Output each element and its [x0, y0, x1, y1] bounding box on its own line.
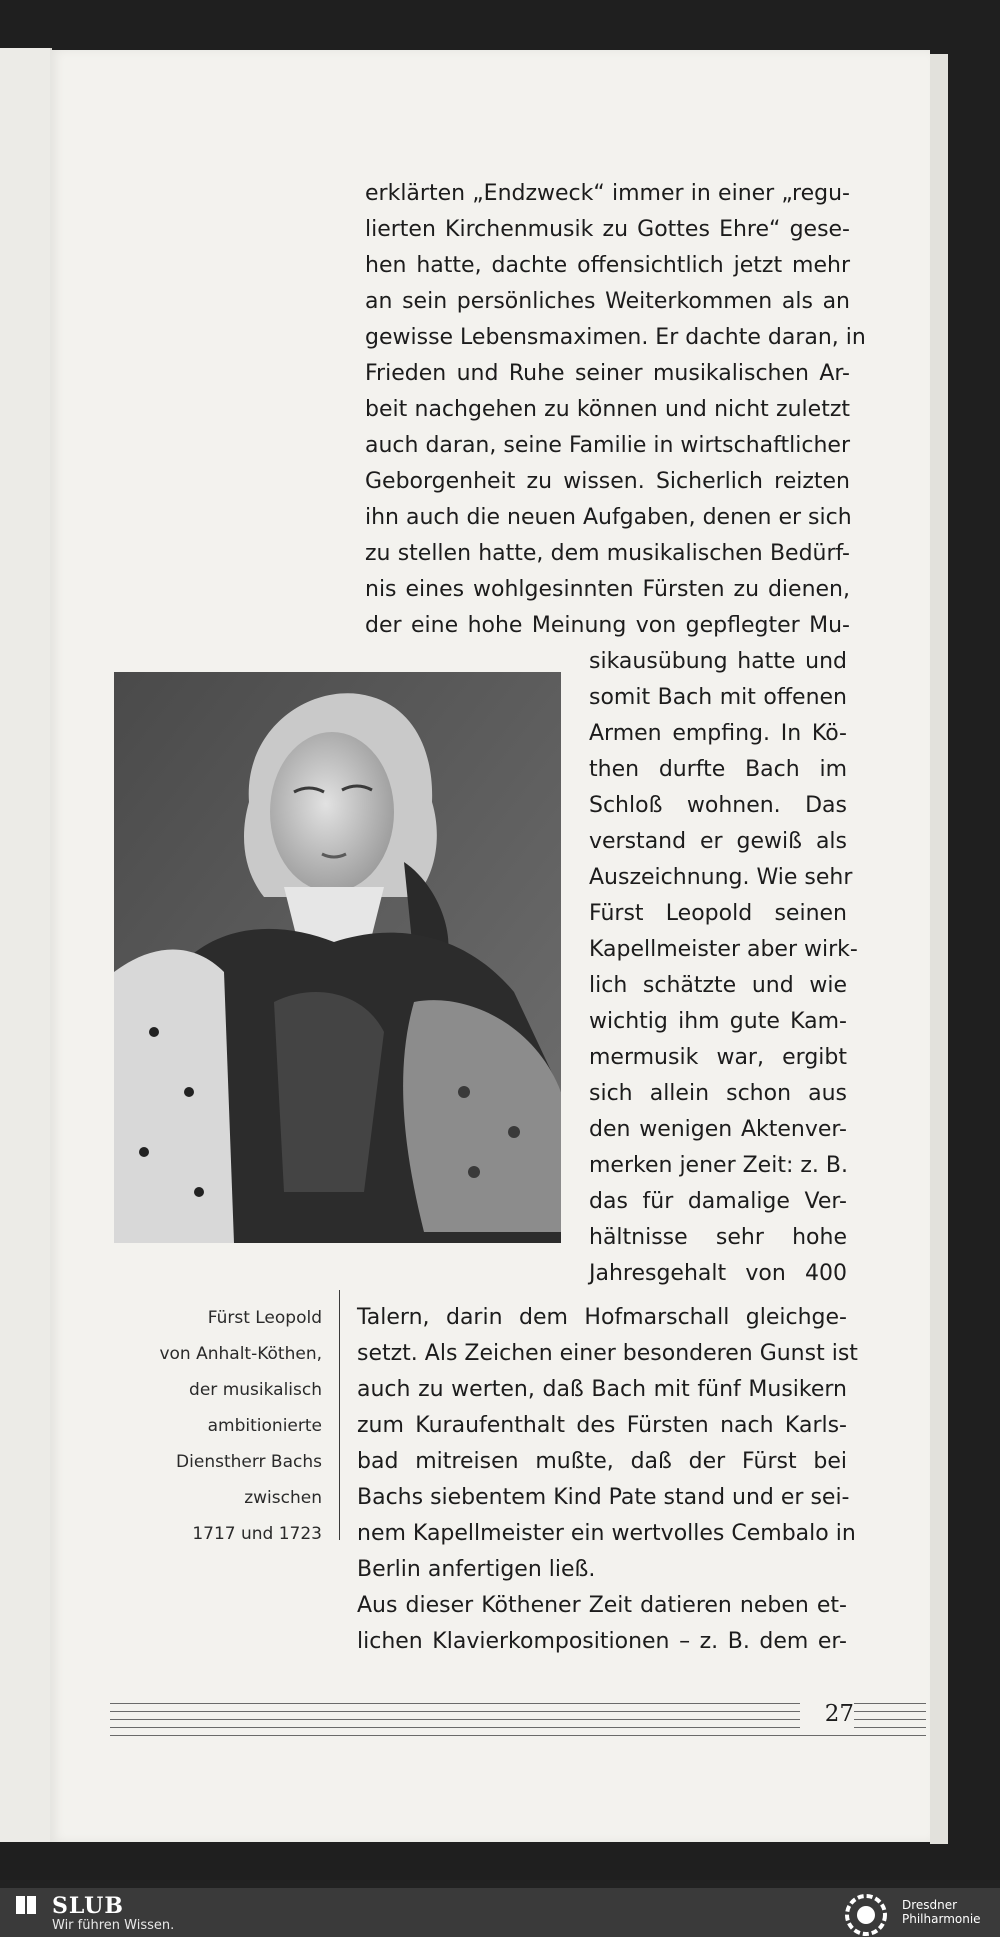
text-line: nem Kapellmeister ein wertvolles Cembalo in — [357, 1521, 856, 1546]
body-text-bottom — [357, 1300, 858, 1660]
caption-line: der musikalisch — [189, 1380, 322, 1400]
caption-line: Dienstherr Bachs — [176, 1452, 322, 1472]
book-icon — [14, 1893, 38, 1917]
caption-line: zwischen — [244, 1488, 322, 1508]
text-line: wichtig ihm gute Kam- — [589, 1009, 847, 1034]
text-line: lierten Kirchenmusik zu Gottes Ehre“ gese- — [365, 217, 850, 242]
slub-tagline: Wir führen Wissen. — [52, 1918, 175, 1933]
text-line: beit nachgehen zu können und nicht zuletzt — [365, 397, 850, 422]
text-line: somit Bach mit offenen — [589, 685, 847, 710]
text-line: Geborgenheit zu wissen. Sicherlich reizten — [365, 469, 850, 494]
text-line: auch zu werten, daß Bach mit fünf Musikern — [357, 1377, 847, 1402]
philharmonie-label — [902, 1898, 981, 1926]
portrait-image — [114, 672, 561, 1243]
text-line: verstand er gewiß als — [589, 829, 847, 854]
philharmonie-label-line1: Dresdner — [902, 1898, 958, 1912]
text-line: Aus dieser Köthener Zeit datieren neben et- — [357, 1593, 847, 1618]
text-line: Auszeichnung. Wie sehr — [589, 865, 853, 890]
text-line: bad mitreisen mußte, daß der Fürst bei — [357, 1449, 847, 1474]
caption-line: von Anhalt-Köthen, — [159, 1344, 322, 1364]
caption-divider — [339, 1290, 340, 1540]
page-number: 27 — [800, 1700, 854, 1728]
text-line: das für damalige Ver- — [589, 1189, 847, 1214]
text-line: zum Kuraufenthalt des Fürsten nach Karls- — [357, 1413, 847, 1438]
text-line: setzt. Als Zeichen einer besonderen Gunst ist — [357, 1341, 858, 1366]
text-line: den wenigen Aktenver- — [589, 1117, 847, 1142]
body-text-wrapped — [589, 644, 858, 1292]
portrait-illustration — [114, 672, 561, 1243]
text-line: then durfte Bach im — [589, 757, 847, 782]
text-line: sich allein schon aus — [589, 1081, 847, 1106]
text-line: zu stellen hatte, dem musikalischen Bedürf- — [365, 541, 850, 566]
text-line: auch daran, seine Familie in wirtschaftlicher — [365, 433, 850, 458]
text-line: Talern, darin dem Hofmarschall gleichge- — [357, 1305, 847, 1330]
text-line: Bachs siebentem Kind Pate stand und er sei- — [357, 1485, 850, 1510]
text-line: ihn auch die neuen Aufgaben, denen er sich — [365, 505, 852, 530]
facing-page-edge — [0, 48, 52, 1842]
text-line: hältnisse sehr hohe — [589, 1225, 847, 1250]
caption-line: Fürst Leopold — [207, 1308, 322, 1328]
text-line: merken jener Zeit: z. B. — [589, 1153, 848, 1178]
text-line: Kapellmeister aber wirk- — [589, 937, 858, 962]
philharmonie-label-line2: Philharmonie — [902, 1912, 981, 1926]
body-text-top — [365, 176, 866, 644]
text-line: Schloß wohnen. Das — [589, 793, 847, 818]
text-line: Berlin anfertigen ließ. — [357, 1557, 596, 1582]
caption-line: ambitionierte — [207, 1416, 322, 1436]
text-line: erklärten „Endzweck“ immer in einer „regu- — [365, 181, 850, 206]
caption-line: 1717 und 1723 — [192, 1524, 322, 1544]
text-line: gewisse Lebensmaximen. Er dachte daran, in — [365, 325, 866, 350]
text-line: Frieden und Ruhe seiner musikalischen Ar- — [365, 361, 850, 386]
text-line: mermusik war, ergibt — [589, 1045, 847, 1070]
text-line: Armen empfing. In Kö- — [589, 721, 847, 746]
portrait-caption — [120, 1300, 322, 1552]
text-line: an sein persönliches Weiterkommen als an — [365, 289, 850, 314]
text-line: nis eines wohlgesinnten Fürsten zu dienen, — [365, 577, 850, 602]
text-line: sikausübung hatte und — [589, 649, 847, 674]
text-line: Fürst Leopold seinen — [589, 901, 847, 926]
text-line: der eine hohe Meinung von gepflegter Mu- — [365, 613, 850, 638]
text-line: hen hatte, dachte offensichtlich jetzt mehr — [365, 253, 850, 278]
text-line: lich schätzte und wie — [589, 973, 847, 998]
philharmonie-logo-icon[interactable] — [842, 1893, 890, 1937]
page-edge — [930, 54, 948, 1844]
text-line: Jahresgehalt von 400 — [589, 1261, 847, 1286]
text-line: lichen Klavierkompositionen – z. B. dem er- — [357, 1629, 847, 1654]
slub-logo-text[interactable]: SLUB — [52, 1893, 124, 1919]
footer-line — [110, 1735, 926, 1736]
